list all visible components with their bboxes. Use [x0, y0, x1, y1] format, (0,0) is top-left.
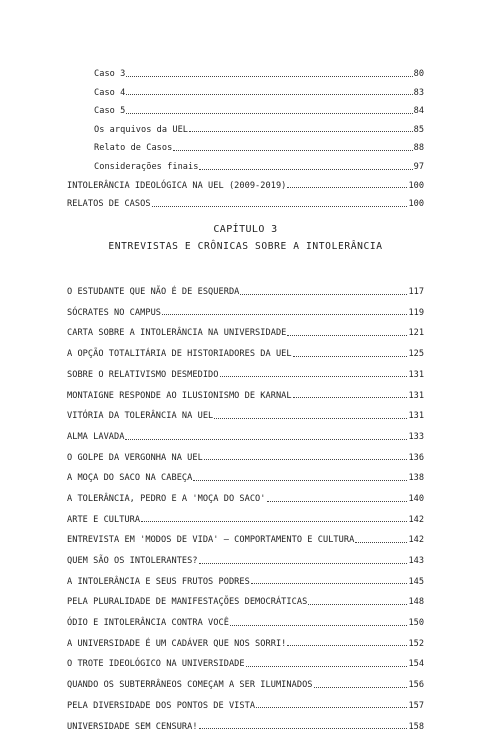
toc-entry-page: 150: [408, 618, 424, 629]
toc-entry-page: 97: [413, 161, 424, 172]
toc-entry-page: 117: [408, 287, 424, 298]
dot-leader: [126, 112, 412, 114]
toc-entry: [67, 60, 424, 79]
dot-leader: [189, 130, 413, 132]
toc-entry-title: VITÓRIA DA TOLERÂNCIA NA UEL: [67, 411, 214, 422]
toc-entry-page: 133: [408, 431, 424, 442]
dot-leader: [293, 355, 408, 357]
toc-entry-title: O TROTE IDEOLÓGICO NA UNIVERSIDADE: [67, 659, 245, 670]
dot-leader: [287, 644, 407, 646]
toc-entry: [67, 669, 424, 690]
toc-entry: [67, 379, 424, 400]
toc-entry: [67, 317, 424, 338]
toc-entry: [67, 462, 424, 483]
chapter-number: CAPÍTULO 3: [213, 224, 278, 235]
toc-entry: [67, 710, 424, 731]
toc-entry: [67, 400, 424, 421]
toc-entry-page: 84: [413, 106, 424, 117]
toc-entry-page: 100: [408, 199, 424, 210]
dot-leader: [355, 541, 407, 543]
toc-entry-page: 125: [408, 349, 424, 360]
toc-entry-title: A OPÇÃO TOTALITÁRIA DE HISTORIADORES DA UEL: [67, 349, 292, 360]
toc-entry-page: 157: [408, 700, 424, 711]
toc-entry-page: 154: [408, 659, 424, 670]
toc-entry-title: RELATOS DE CASOS: [67, 199, 151, 210]
toc-entry-title: Considerações finais: [94, 161, 199, 172]
dot-leader: [173, 149, 412, 151]
toc-entry-page: 140: [408, 493, 424, 504]
dot-leader: [141, 520, 407, 522]
dot-leader: [287, 334, 407, 336]
dot-leader: [126, 93, 412, 95]
toc-entry: [67, 566, 424, 587]
toc-entry-title: SÓCRATES NO CAMPUS: [67, 307, 162, 318]
toc-entry: [67, 524, 424, 545]
toc-entry: [67, 359, 424, 380]
toc-entry-title: PELA DIVERSIDADE DOS PONTOS DE VISTA: [67, 700, 256, 711]
toc-entry: [67, 586, 424, 607]
toc-entry-page: 85: [413, 124, 424, 135]
toc-entry-title: ÓDIO E INTOLERÂNCIA CONTRA VOCÊ: [67, 618, 229, 629]
toc-entry: [67, 545, 424, 566]
toc-entry-page: 148: [408, 597, 424, 608]
dot-leader: [240, 293, 407, 295]
toc-entry: [67, 421, 424, 442]
dot-leader: [199, 168, 412, 170]
toc-entry-page: 131: [408, 390, 424, 401]
dot-leader: [152, 205, 408, 207]
toc-entry-page: 145: [408, 576, 424, 587]
dot-leader: [308, 603, 407, 605]
toc-entry-title: Os arquivos da UEL: [94, 124, 189, 135]
toc-entry-page: 136: [408, 452, 424, 463]
dot-leader: [162, 313, 407, 315]
dot-leader: [199, 727, 408, 729]
dot-leader: [125, 438, 407, 440]
toc-previous-chapter: [67, 60, 424, 209]
toc-entry: [67, 276, 424, 297]
toc-entry-page: 142: [408, 535, 424, 546]
toc-entry: [67, 690, 424, 711]
toc-entry-title: ALMA LAVADA: [67, 431, 125, 442]
toc-entry: [67, 442, 424, 463]
toc-entry-title: UNIVERSIDADE SEM CENSURA!: [67, 721, 198, 732]
toc-entry-page: 138: [408, 473, 424, 484]
toc-entry-title: Caso 5: [94, 106, 126, 117]
toc-entry-title: A TOLERÂNCIA, PEDRO E A 'MOÇA DO SACO': [67, 493, 266, 504]
dot-leader: [256, 706, 407, 708]
toc-entry-title: QUEM SÃO OS INTOLERANTES?: [67, 556, 198, 567]
dot-leader: [214, 417, 407, 419]
toc-entry-title: MONTAIGNE RESPONDE AO ILUSIONISMO DE KARNAL: [67, 390, 292, 401]
toc-entry: [67, 172, 424, 191]
toc-entry-page: 152: [408, 638, 424, 649]
dot-leader: [220, 375, 408, 377]
dot-leader: [287, 186, 407, 188]
dot-leader: [126, 75, 412, 77]
toc-entry: [67, 607, 424, 628]
toc-entry: [67, 190, 424, 209]
dot-leader: [230, 624, 408, 626]
dot-leader: [251, 582, 408, 584]
toc-entry-title: O ESTUDANTE QUE NÃO É DE ESQUERDA: [67, 287, 240, 298]
toc-entry-page: 88: [413, 143, 424, 154]
chapter-title: ENTREVISTAS E CRÔNICAS SOBRE A INTOLERÂNCIA: [108, 241, 383, 252]
toc-entry: [67, 297, 424, 318]
toc-entry-title: SOBRE O RELATIVISMO DESMEDIDO: [67, 369, 219, 380]
dot-leader: [204, 458, 408, 460]
toc-entry-page: 131: [408, 411, 424, 422]
toc-entry: [67, 134, 424, 153]
toc-entry-page: 158: [408, 721, 424, 732]
toc-entry: [67, 153, 424, 172]
toc-entry: [67, 97, 424, 116]
toc-entry-title: QUANDO OS SUBTERRÂNEOS COMEÇAM A SER ILUMINADOS: [67, 680, 313, 691]
toc-entry: [67, 79, 424, 98]
toc-entry-page: 80: [413, 69, 424, 79]
toc-entry-page: 121: [408, 328, 424, 339]
toc-entry-page: 100: [408, 180, 424, 191]
toc-entry-title: O GOLPE DA VERGONHA NA UEL: [67, 452, 203, 463]
toc-entry-title: Caso 3: [94, 69, 126, 79]
toc-entry-page: 156: [408, 680, 424, 691]
toc-entry-page: 131: [408, 369, 424, 380]
toc-entry-title: ARTE E CULTURA: [67, 514, 141, 525]
toc-entry-title: PELA PLURALIDADE DE MANIFESTAÇÕES DEMOCRÁTICAS: [67, 597, 308, 608]
toc-chapter-3: [67, 276, 424, 731]
dot-leader: [199, 562, 408, 564]
toc-entry-page: 119: [408, 307, 424, 318]
dot-leader: [246, 665, 408, 667]
dot-leader: [193, 479, 407, 481]
toc-entry-title: INTOLERÂNCIA IDEOLÓGICA NA UEL (2009-2019): [67, 180, 287, 191]
toc-entry: [67, 338, 424, 359]
toc-entry-title: A UNIVERSIDADE É UM CADÁVER QUE NOS SORRI!: [67, 638, 287, 649]
dot-leader: [267, 500, 408, 502]
toc-entry: [67, 504, 424, 525]
dot-leader: [314, 686, 408, 688]
toc-entry: [67, 628, 424, 649]
dot-leader: [293, 396, 408, 398]
toc-entry: [67, 648, 424, 669]
toc-entry-page: 83: [413, 87, 424, 98]
toc-entry-page: 142: [408, 514, 424, 525]
toc-entry-title: A INTOLERÂNCIA E SEUS FRUTOS PODRES: [67, 576, 250, 587]
toc-entry-title: CARTA SOBRE A INTOLERÂNCIA NA UNIVERSIDADE: [67, 328, 287, 339]
toc-entry-title: Caso 4: [94, 87, 126, 98]
toc-entry-page: 143: [408, 556, 424, 567]
toc-entry-title: Relato de Casos: [94, 143, 173, 154]
toc-entry: [67, 116, 424, 135]
toc-entry: [67, 483, 424, 504]
toc-entry-title: A MOÇA DO SACO NA CABEÇA: [67, 473, 193, 484]
toc-entry-title: ENTREVISTA EM 'MODOS DE VIDA' – COMPORTAMENTO E CULTURA: [67, 535, 355, 546]
